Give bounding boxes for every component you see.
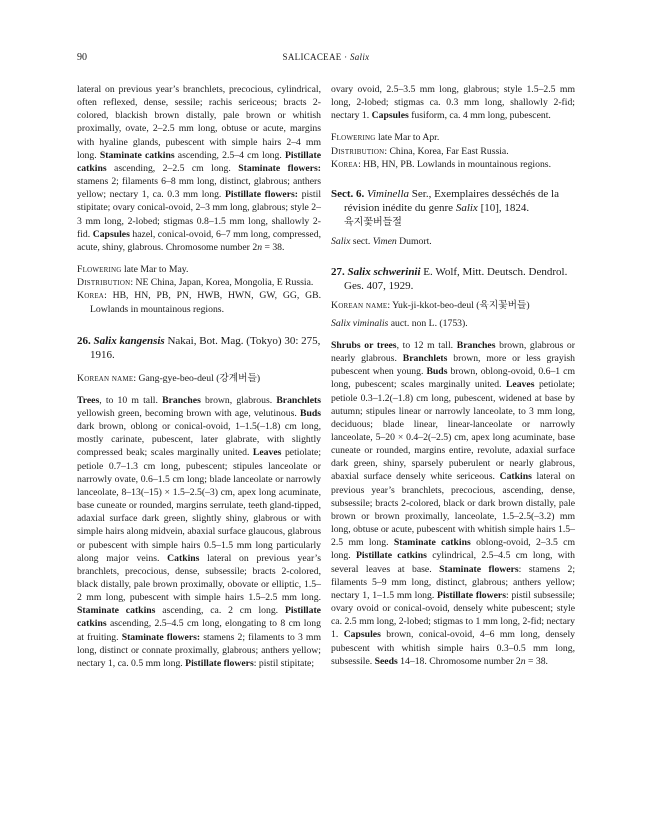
right-column xyxy=(331,83,575,668)
description-text: brown, more or less grayish pubescent when young. xyxy=(331,353,575,378)
field-text: late Mar to Apr. xyxy=(375,132,440,144)
section-korean-name: 육지꽃버들절 xyxy=(344,216,402,228)
species-27-description xyxy=(331,339,575,668)
description-text: stamens 2; filaments to 3 mm long, distinct or connate proximally, glabrous; anthers yellow; nectary 1, ca. 0.5 mm long. xyxy=(77,631,321,669)
term-label: Pistillate catkins xyxy=(77,149,322,174)
synonym-name: Salix viminalis xyxy=(331,317,389,329)
field-label: Korean name xyxy=(77,372,134,384)
synonym-text: sect. xyxy=(350,236,373,248)
section-authority: Ser., Exemplaires desséchés de la révision inédite du genre xyxy=(344,187,559,215)
distribution-line xyxy=(331,145,575,158)
description-text: 14–18. Chromosome number 2 xyxy=(397,655,521,667)
section-name: Viminella xyxy=(367,187,410,200)
term-label: Pistillate flowers: xyxy=(224,189,298,201)
description-text: oblong-ovoid, 2–3.5 cm long. xyxy=(331,537,576,562)
distribution-line xyxy=(77,276,321,289)
description-text: ascending, 2.5–4.5 cm long, elongating to 8 cm long at fruiting. xyxy=(77,618,321,643)
synonym-name: Vimen xyxy=(372,236,397,248)
field-label: Korean name xyxy=(331,299,388,311)
chromosome-n: n xyxy=(520,655,526,667)
field-text: : China, Korea, Far East Russia. xyxy=(384,145,509,157)
description-text: pistil stipitate; ovary conical-ovoid, 2–3 mm long, glabrous; style 2–3 mm long, 2-lobed; stigmas 0.8–1.5 mm long, shallowly 2-fid. xyxy=(77,189,322,240)
field-text: : Gang-gye-beo-deul (강계버들) xyxy=(133,372,261,384)
running-head xyxy=(0,52,652,62)
field-text: : HB, HN, PB. Lowlands in mountainous regions. xyxy=(358,158,552,170)
running-head-family: SALICACEAE xyxy=(282,52,342,62)
left-column xyxy=(77,83,321,670)
description-text: petiolate; petiole 0.3–1.2(–1.8) cm long, pubescent, widened at base by autumn; stipules linear or narrowly lanceolate, to 3 mm long, deciduous; blade linear, linear-lanceolate or narrowly lanceolate, 5–20 × 0.4–2(–2.5) cm, apex long acuminate, base cuneate or rounded, margins entire, revolute, adaxial surface dark green, shiny, sparsely puberulent or nearly glabrous, abaxial surface densely white sericeous. xyxy=(331,379,575,483)
term-label: Pistillate catkins xyxy=(355,550,427,562)
description-text: : stamens 2; filaments 5–9 mm long, distinct, glabrous; anthers yellow; nectary 1, 1–1.5 mm long. xyxy=(331,563,576,601)
description-text: brown, glabrous or nearly glabrous. xyxy=(331,339,575,365)
term-label: Capsules xyxy=(343,629,381,641)
field-label: Distribution xyxy=(331,145,385,157)
term-label: Leaves xyxy=(505,379,535,391)
field-label: Korea xyxy=(331,158,359,170)
chromosome-value: = 38. xyxy=(525,655,548,667)
term-label: Catkins xyxy=(499,471,532,483)
description-text: yellowish green, becoming brown with age, velutinous. xyxy=(77,407,297,419)
species-number: 27. xyxy=(331,265,345,278)
species-name: Salix kangensis xyxy=(93,334,165,347)
species-26-description xyxy=(77,394,321,670)
description-text: ascending, 2.5–4 cm long. xyxy=(177,149,282,161)
field-label: Korea xyxy=(77,290,105,302)
description-text: lateral on previous year’s branchlets, precocious, ascending, dense, subsessile; bracts 2-colored, black or dark brown distally, pale brown or brown proximally, lanceolate, 1.5–2.5(–3.2) mm long, obtuse or acute, pubescent with whitish simple hairs 1.5–2.5 mm long. xyxy=(331,471,575,549)
description-text: : pistil stipitate; xyxy=(253,657,315,669)
flowering-line xyxy=(77,263,321,276)
term-label: Catkins xyxy=(167,552,200,564)
chromosome-value: = 38. xyxy=(262,241,285,253)
species-26-heading xyxy=(77,334,321,363)
running-head-genus: Salix xyxy=(349,52,370,62)
description-text: lateral on previous year’s branchlets, precocious, dense, subsessile; bracts 2-colored, black distally, pale brown proximally, obovate or elliptic, 1.5–2 mm long, pubescent with simple hairs 1.5–2.5 mm long. xyxy=(77,552,321,604)
description-text: dark brown, oblong or conical-ovoid, 1–1.5(–1.8) cm long, mostly carinate, pubescent, later glabrate, with slightly compressed beak; scales marginally united. xyxy=(77,421,321,459)
term-label: Staminate catkins xyxy=(77,605,156,617)
section-6-heading xyxy=(331,187,575,216)
term-label: Branchlets xyxy=(402,353,448,365)
term-label: Branches xyxy=(162,394,201,406)
korea-line xyxy=(77,289,321,315)
running-head-separator: · xyxy=(341,52,350,62)
page-number: 90 xyxy=(77,52,87,63)
page-header xyxy=(0,52,652,68)
term-label: Pistillate flowers xyxy=(437,589,506,601)
synonym-authority: Dumort. xyxy=(396,236,432,248)
species-number: 26. xyxy=(77,334,91,347)
description-text: brown, oblong-ovoid, 0.6–1 cm long, pubescent; scales marginally united. xyxy=(331,366,575,391)
description-text: brown, glabrous. xyxy=(200,394,273,406)
section-label: Sect. 6. xyxy=(331,187,365,200)
flowering-line xyxy=(331,131,575,144)
description-text: , to 10 m tall. xyxy=(99,394,158,406)
term-label: Trees xyxy=(77,394,100,406)
species-authority: E. Wolf, Mitt. Deutsch. Dendrol. Ges. 407, 1929. xyxy=(344,265,568,293)
term-label: Capsules xyxy=(371,110,409,122)
field-text: : Yuk-ji-kkot-beo-deul (육지꽃버들) xyxy=(387,299,530,311)
field-label: Distribution xyxy=(77,277,131,289)
term-label: Staminate flowers: xyxy=(121,631,201,643)
term-label: Pistillate catkins xyxy=(77,605,321,630)
description-text: ascending, ca. 2 cm long. xyxy=(155,605,279,617)
description-text: stamens 2; filaments 6–8 mm long, distinct, glabrous; anthers yellow; nectary 1, ca. 0.3 mm long. xyxy=(77,176,321,201)
term-label: Capsules xyxy=(92,228,130,240)
term-label: Staminate flowers xyxy=(439,563,519,575)
description-text: hazel, conical-ovoid, 6–7 mm long, compressed, acute, shiny, glabrous. Chromosome number 2 xyxy=(77,228,321,253)
term-label: Staminate flowers: xyxy=(238,162,321,174)
field-label: Flowering xyxy=(331,132,376,144)
description-text: ovary ovoid, 2.5–3.5 mm long, glabrous; style 1.5–2.5 mm long, 2-lobed; stigmas ca. 0.3 mm long, shallowly 2-fid; nectary 1. xyxy=(331,84,575,122)
species-25-description-continued xyxy=(77,83,321,254)
species-26-korean-name xyxy=(77,372,321,385)
term-label: Seeds xyxy=(374,655,398,667)
species-authority: Nakai, Bot. Mag. (Tokyo) 30: 275, 1916. xyxy=(90,334,321,362)
description-text: cylindrical, 2.5–4.5 cm long, with several leaves at base. xyxy=(331,550,575,575)
field-text: late Mar to May. xyxy=(121,264,189,276)
section-synonym xyxy=(331,235,575,248)
species-27-korean-name xyxy=(331,299,575,312)
genus-name: Salix xyxy=(455,202,478,215)
term-label: Branchlets xyxy=(276,394,321,406)
genus-name: Salix xyxy=(331,236,351,248)
term-label: Pistillate flowers xyxy=(185,657,254,669)
species-27-heading xyxy=(331,265,575,294)
species-26-description-continued xyxy=(331,83,575,122)
species-27-synonym xyxy=(331,317,575,330)
description-text: petiolate; petiole 0.7–1.3 cm long, pubescent; stipules lanceolate or narrowly ovate, 0.6–1.5 cm long; blade lanceolate or narrowly lanceolate, 8–13(–15) × 1.5–2.5(–3) cm, apex long acuminate, base cuneate or rounded, margins serrulate, teeth gland-tipped, adaxial surface dark green, slightly shiny, glabrous or with simple hairs along midvein, abaxial surface glaucous, glabrous or pubescent with simple hairs 0.5–1.5 mm long particularly along major veins. xyxy=(77,447,322,564)
chromosome-n: n xyxy=(257,241,263,253)
korea-line xyxy=(331,158,575,171)
term-label: Staminate catkins xyxy=(99,149,175,161)
description-text: , to 12 m tall. xyxy=(396,339,454,351)
field-text: : HB, HN, PB, PN, HWB, HWN, GW, GG, GB. Lowlands in mountainous regions. xyxy=(90,290,321,315)
field-label: Flowering xyxy=(77,264,122,276)
term-label: Buds xyxy=(426,366,448,378)
term-label: Leaves xyxy=(252,447,282,459)
description-text: fusiform, ca. 4 mm long, pubescent. xyxy=(408,110,551,122)
term-label: Branches xyxy=(456,339,496,351)
synonym-text: auct. non L. (1753). xyxy=(388,317,468,329)
description-text: lateral on previous year’s branchlets, precocious, cylindrical, often reflexed, dense, sessile; rachis sericeous; bracts 2-colored, blackish brown distally, pale brown or whitish proximally, ovate, 2–2.5 mm long, obtuse or acute, margins with hyaline glands, pubescent with simple hairs 2–4 mm long. xyxy=(77,84,321,161)
description-text: ascending, 2–2.5 cm long. xyxy=(114,162,231,174)
term-label: Staminate catkins xyxy=(393,537,471,549)
species-name: Salix schwerinii xyxy=(347,265,421,278)
term-label: Shrubs or trees xyxy=(331,339,397,351)
term-label: Buds xyxy=(300,407,322,419)
description-text: : pistil subsessile; ovary ovoid or conical-ovoid, densely white pubescent; style ca. 2.5 mm long, 2-lobed; stigmas to 1 mm long, 2-fid; nectary 1. xyxy=(331,589,575,641)
description-text: brown, conical-ovoid, 4–6 mm long, densely pubescent with whitish simple hairs 0.3–0.5 mm long, subsessile. xyxy=(331,629,576,667)
section-citation: [10], 1824. xyxy=(477,202,530,215)
field-text: : NE China, Japan, Korea, Mongolia, E Russia. xyxy=(130,277,314,289)
